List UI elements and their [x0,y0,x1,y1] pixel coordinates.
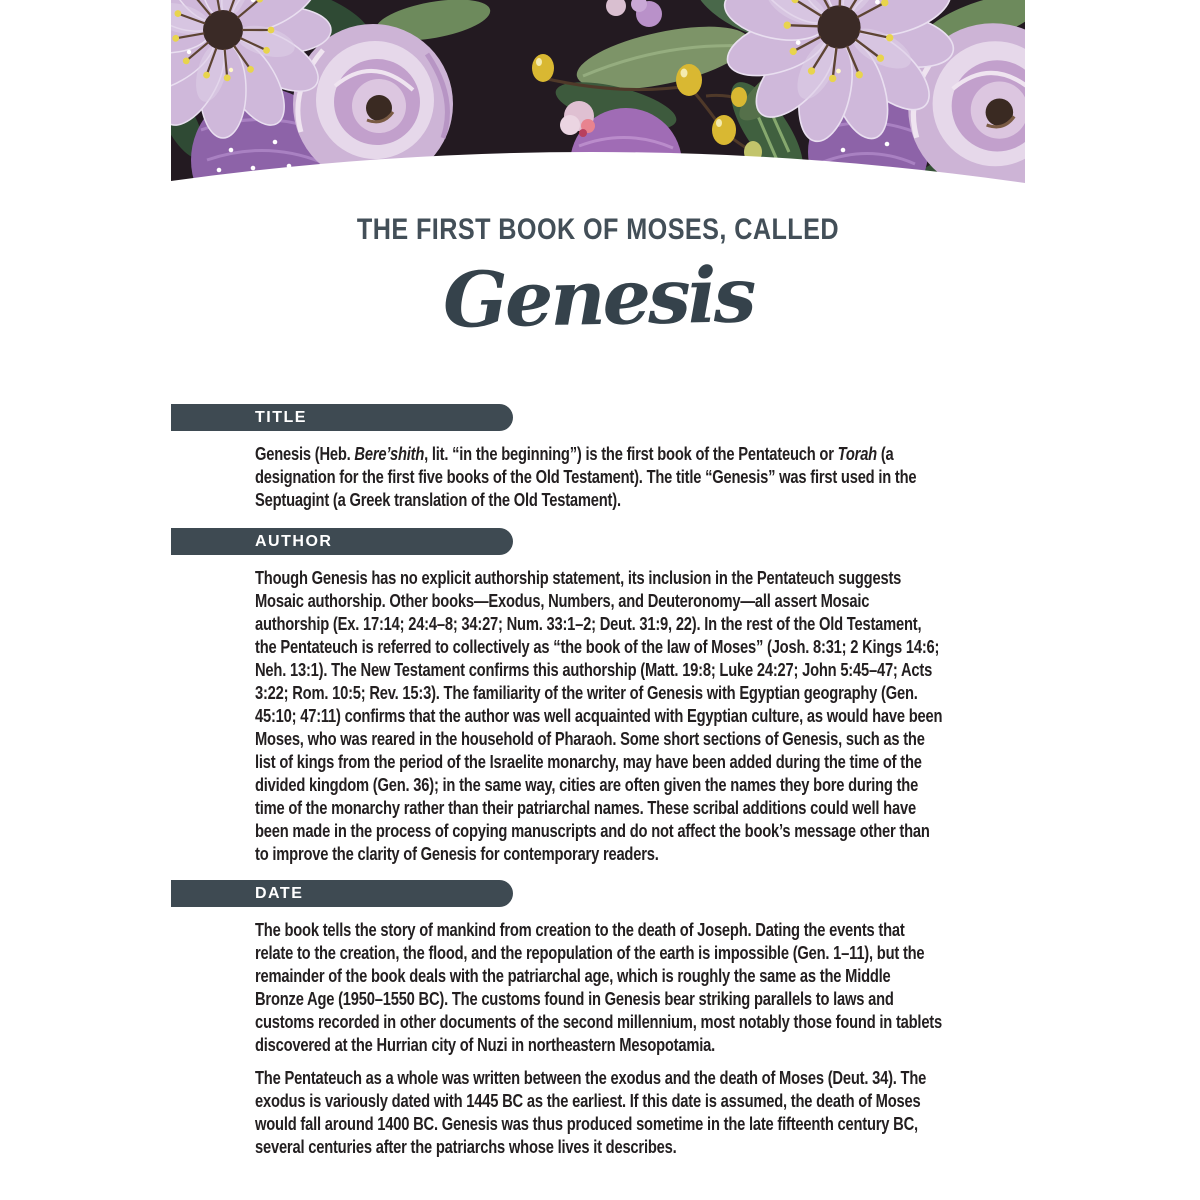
floral-header-art [171,0,1025,190]
section-paragraph: Genesis (Heb. Bere’shith, lit. “in the beginning”) is the first book of the Pentateuch or Torah (a designation for the first five books of the Old Testament). The title “Genesis” was first used in the Septuagint (a Greek translation of the Old Testament). [255,444,917,510]
book-intro-page [171,0,1025,1159]
section-bar-date [171,880,513,907]
book-kicker: THE FIRST BOOK OF MOSES, CALLED [356,213,840,246]
section-label: TITLE [255,409,307,426]
section-author [171,528,1025,866]
section-paragraph: The Pentateuch as a whole was written between the exodus and the death of Moses (Deut. 34). The exodus is variously dated with 1445 BC as the earliest. If this date is assumed, the death of Moses would fall around 1400 BC. Genesis was thus produced sometime in the late fifteenth century BC, several centuries after the patriarchs whose lives it describes. [255,1068,927,1157]
section-bar-author [171,528,513,555]
section-date [171,880,1025,1159]
book-title: Genesis [442,250,754,345]
section-label: AUTHOR [255,533,333,550]
section-title [171,404,1025,512]
section-label: DATE [255,885,304,902]
section-paragraph: Though Genesis has no explicit authorship statement, its inclusion in the Pentateuch suggests Mosaic authorship. Other books—Exodus, Numbers, and Deuteronomy—all assert Mosaic authorship (Ex. 17:14; 24:4–8; 34:27; Num. 33:1–2; Deut. 31:9, 22). In the rest of the Old Testament, the Pentateuch is referred to collectively as “the book of the law of Moses” (Josh. 8:31; 2 Kings 14:6; Neh. 13:1). The New Testament confirms this authorship (Matt. 19:8; Luke 24:27; John 5:45–47; Acts 3:22; Rom. 10:5; Rev. 15:3). The familiarity of the writer of Genesis with Egyptian geography (Gen. 45:10; 47:11) confirms that the author was well acquainted with Egyptian culture, as would have been Moses, who was reared in the household of Pharaoh. Some short sections of Genesis, such as the list of kings from the period of the Israelite monarchy, may have been added during the time of the divided kingdom (Gen. 36); in the same way, cities are often given the names they bore during the time of the monarchy rather than their patriarchal names. These scribal additions could well have been made in the process of copying manuscripts and do not affect the book’s message other than to improve the clarity of Genesis for contemporary readers. [255,568,943,864]
section-bar-title [171,404,513,431]
section-paragraph: The book tells the story of mankind from creation to the death of Joseph. Dating the events that relate to the creation, the flood, and the repopulation of the earth is impossible (Gen. 1–11), but the remainder of the book deals with the patriarchal age, which is roughly the same as the Middle Bronze Age (1950–1550 BC). The customs found in Genesis bear striking parallels to laws and customs recorded in other documents of the second millennium, most notably those found in tablets discovered at the Hurrian city of Nuzi in northeastern Mesopotamia. [255,920,942,1055]
